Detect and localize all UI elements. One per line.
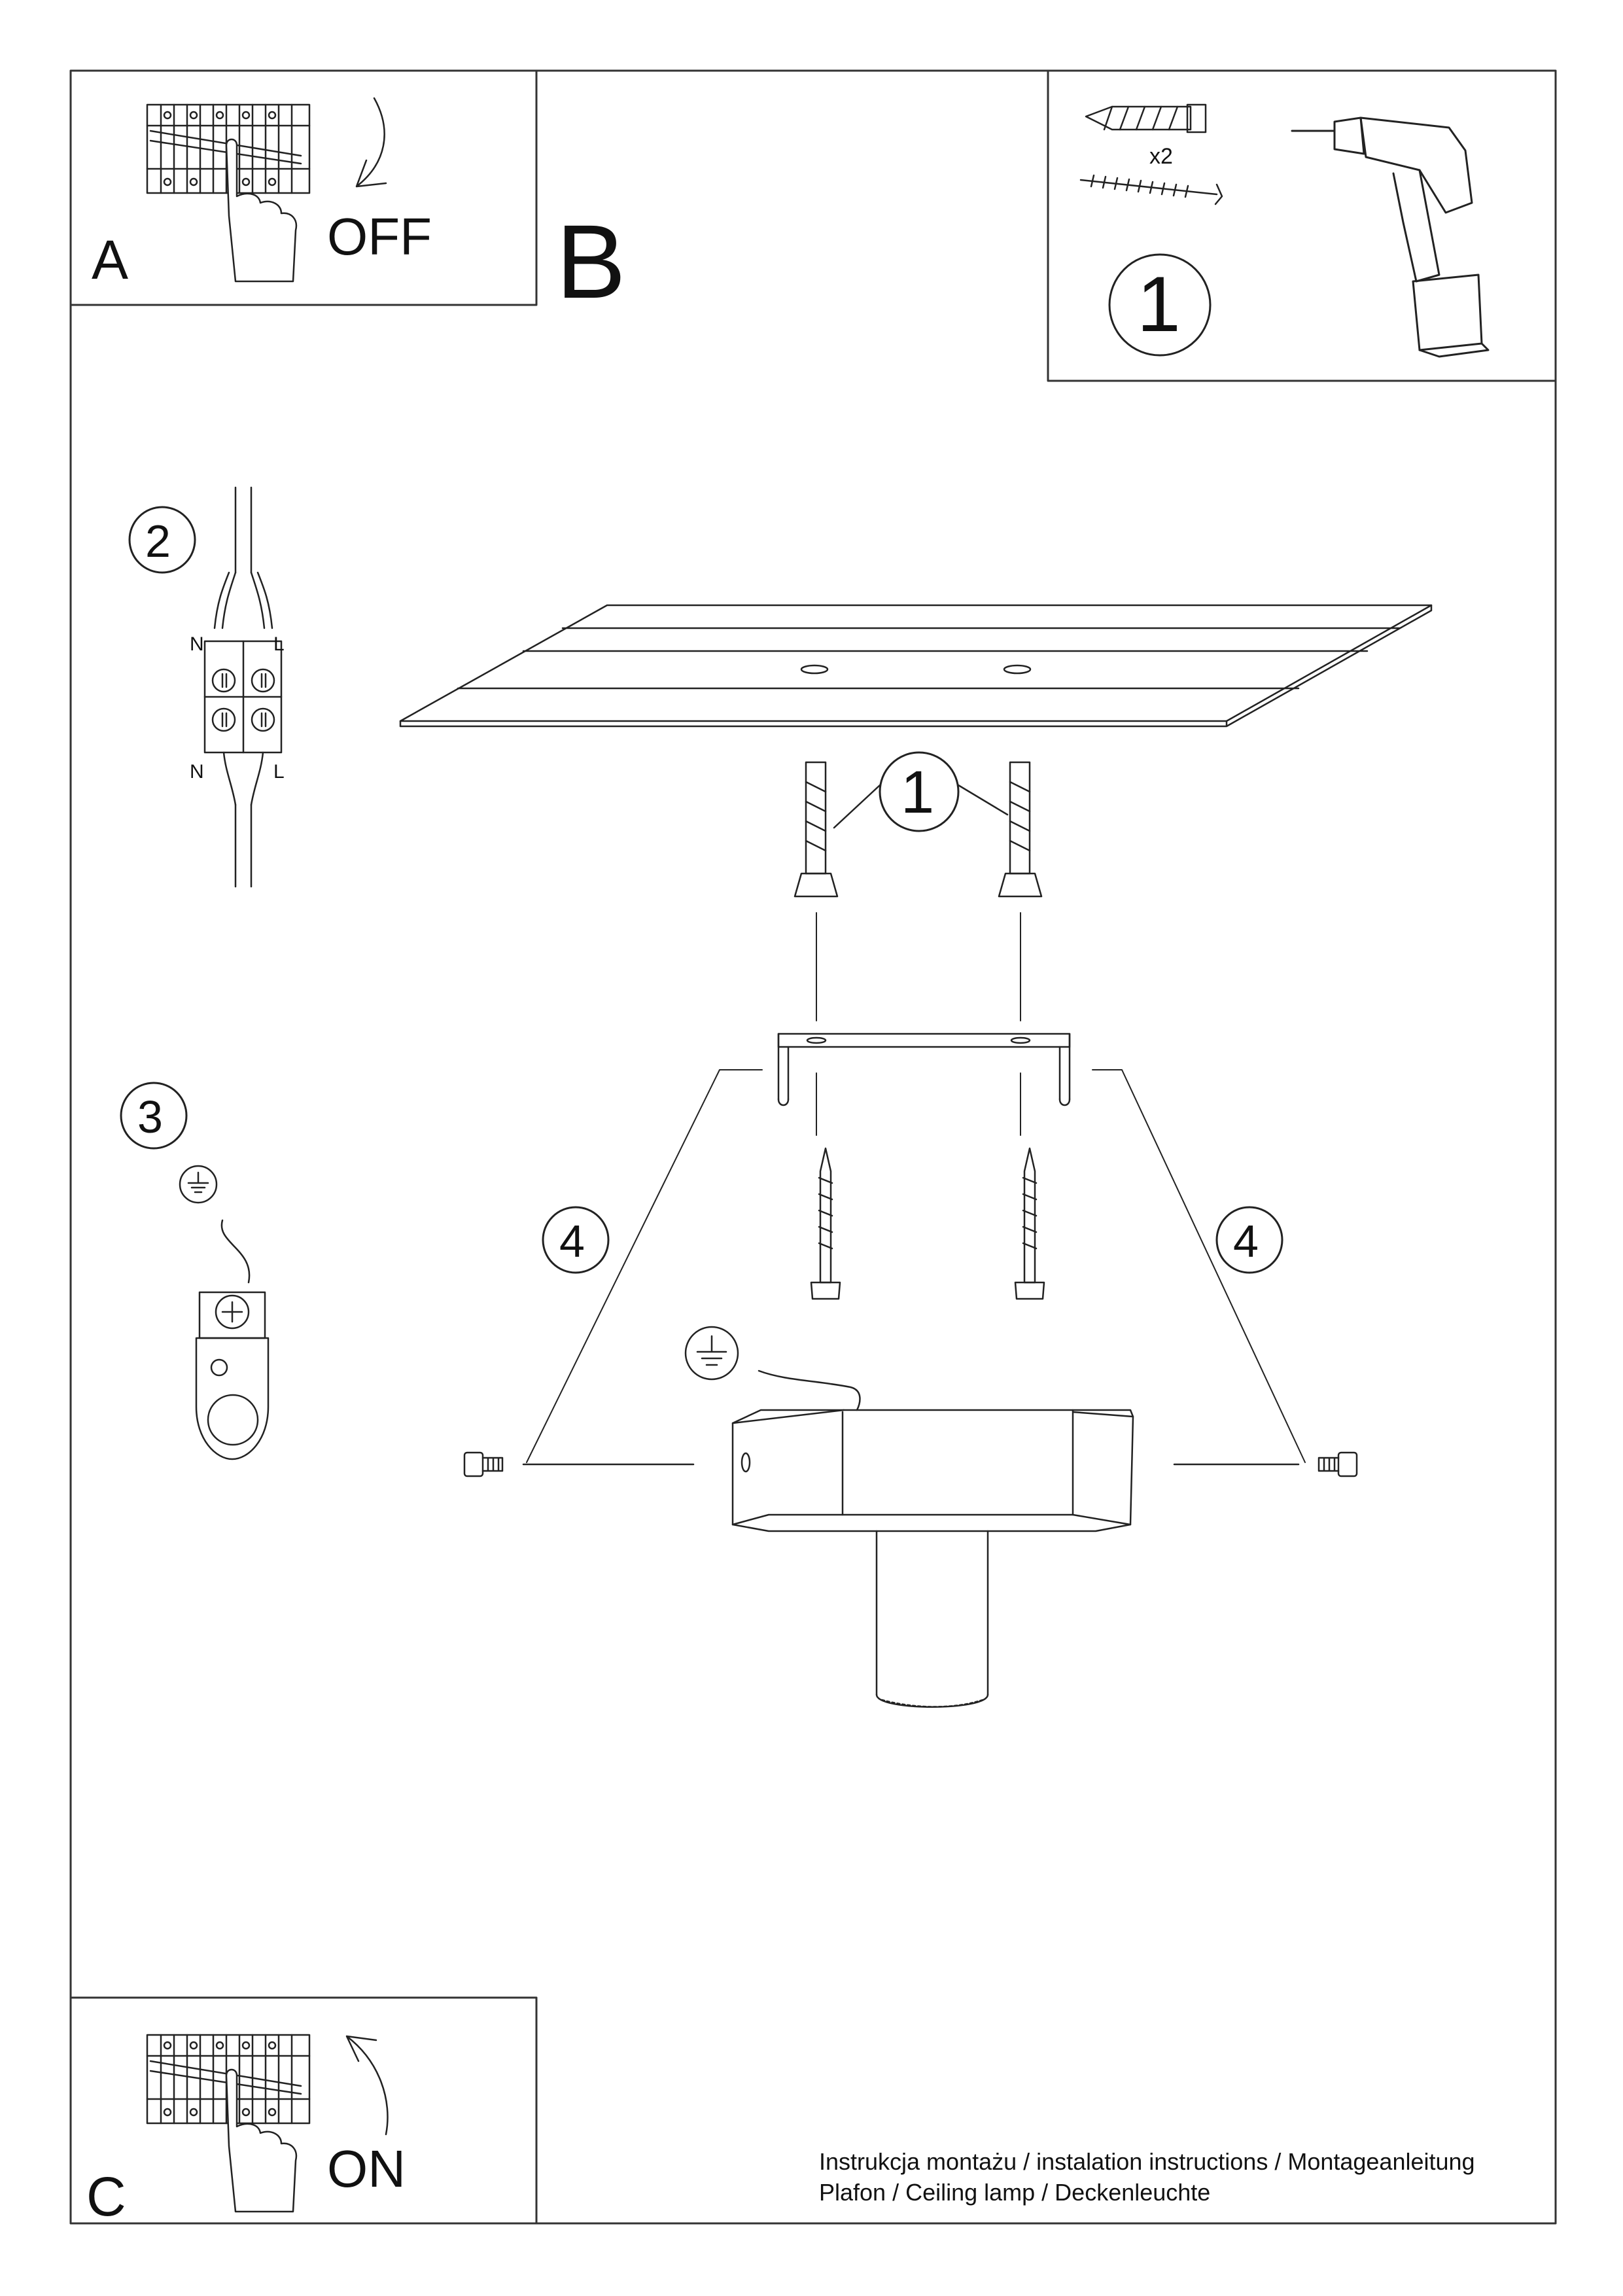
kit-quantity: x2 — [1149, 144, 1173, 169]
ground-icon — [180, 1166, 217, 1203]
panel-a-letter: A — [92, 229, 129, 291]
ceiling-lamp — [733, 1410, 1133, 1707]
mounting-bracket — [778, 1034, 1070, 1105]
side-screw-right — [1174, 1453, 1357, 1476]
wiring-top-live: L — [273, 633, 285, 655]
step-4-left-number: 4 — [559, 1216, 585, 1267]
earth-terminal — [196, 1220, 268, 1459]
breaker-hand-icon — [147, 2035, 309, 2212]
kit-step-number: 1 — [1137, 260, 1181, 348]
step-2-number: 2 — [145, 516, 171, 567]
step-4-leader-right — [1092, 1070, 1305, 1462]
footer-line-1: Instrukcja montażu / instalation instructions / Montageanleitung — [819, 2148, 1475, 2175]
wiring-bottom-neutral: N — [190, 761, 204, 783]
page-frame — [71, 71, 1556, 2227]
connector-block-icon — [205, 487, 281, 887]
arrow-up-icon — [347, 2036, 388, 2134]
screw-icon — [1015, 1148, 1044, 1299]
screw-icon — [1081, 175, 1222, 204]
ceiling-plate — [400, 605, 1431, 726]
panel-c-letter: C — [86, 2166, 126, 2227]
breaker-hand-icon — [147, 105, 309, 281]
panel-b-letter: B — [556, 203, 626, 320]
wall-plug-icon — [1086, 105, 1206, 132]
off-label: OFF — [327, 207, 432, 266]
wiring-bottom-live: L — [273, 761, 285, 783]
wall-plug-icon — [999, 762, 1041, 896]
wiring-top-neutral: N — [190, 633, 204, 655]
guide-lines — [816, 913, 1021, 1135]
step-1-number: 1 — [901, 759, 935, 826]
ground-icon — [686, 1327, 860, 1410]
side-screw-left — [464, 1453, 693, 1476]
on-label: ON — [327, 2140, 406, 2198]
drill-icon — [1292, 118, 1488, 357]
wall-plug-icon — [795, 762, 837, 896]
step-4-right-number: 4 — [1233, 1216, 1259, 1267]
footer-line-2: Plafon / Ceiling lamp / Deckenleuchte — [819, 2179, 1211, 2206]
arrow-down-icon — [357, 98, 386, 186]
step-3-number: 3 — [137, 1091, 163, 1142]
screw-icon — [811, 1148, 840, 1299]
